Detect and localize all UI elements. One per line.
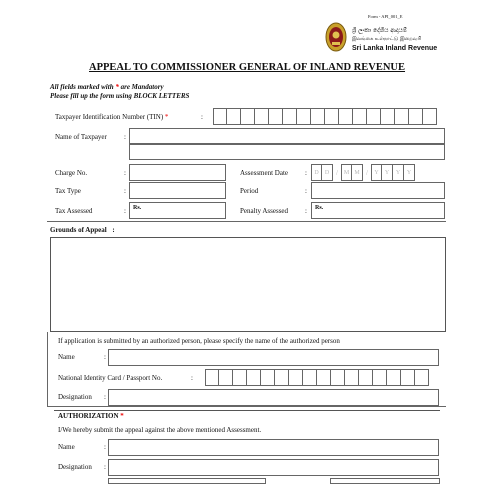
authorized-designation-field[interactable] <box>108 389 439 406</box>
period-colon: : <box>305 187 307 195</box>
brand-english: Sri Lanka Inland Revenue <box>352 45 438 52</box>
nic-cell[interactable] <box>401 369 415 386</box>
nic-cell[interactable] <box>205 369 219 386</box>
nic-cell[interactable] <box>247 369 261 386</box>
tin-cell[interactable] <box>311 108 325 125</box>
tin-cell[interactable] <box>269 108 283 125</box>
tin-cell[interactable] <box>325 108 339 125</box>
instructions-line2: Please fill up the form using BLOCK LETTERS <box>50 92 190 100</box>
tin-cell[interactable] <box>381 108 395 125</box>
date-field[interactable] <box>330 478 440 484</box>
date-year-cell[interactable]: Y <box>371 164 382 181</box>
taxpayer-name-field-2[interactable] <box>129 144 445 160</box>
nic-passport-cells[interactable] <box>205 369 429 386</box>
nic-cell[interactable] <box>317 369 331 386</box>
tin-input-cells[interactable] <box>213 108 437 125</box>
authorized-name-label: Name <box>58 353 75 361</box>
authorization-divider <box>54 410 440 411</box>
tax-type-colon: : <box>124 187 126 195</box>
authorized-name-field[interactable] <box>108 349 439 366</box>
authorization-designation-colon: : <box>104 463 106 471</box>
nic-cell[interactable] <box>331 369 345 386</box>
authorized-designation-colon: : <box>104 393 106 401</box>
charge-no-field[interactable] <box>129 164 226 181</box>
tax-assessed-field[interactable] <box>129 202 226 219</box>
tax-type-label: Tax Type <box>55 187 81 195</box>
date-day-cell[interactable]: D <box>311 164 322 181</box>
authorization-heading-text: AUTHORIZATION <box>58 412 119 420</box>
date-year-cell[interactable]: Y <box>382 164 393 181</box>
tin-cell[interactable] <box>367 108 381 125</box>
instructions-suffix: are Mandatory <box>120 83 164 91</box>
form-code: Form - API_001_E <box>368 14 403 19</box>
tin-cell[interactable] <box>339 108 353 125</box>
date-year-cell[interactable]: Y <box>404 164 415 181</box>
grounds-of-appeal-textarea[interactable] <box>50 237 446 332</box>
nic-cell[interactable] <box>345 369 359 386</box>
name-colon: : <box>124 133 126 141</box>
tin-cell[interactable] <box>409 108 423 125</box>
nic-cell[interactable] <box>233 369 247 386</box>
instructions-line1 <box>50 83 164 91</box>
authorization-heading <box>58 412 124 420</box>
date-year-cell[interactable]: Y <box>393 164 404 181</box>
authorization-statement: I/We hereby submit the appeal against the above mentioned Assessment. <box>58 426 262 434</box>
instructions-prefix: All fields marked with <box>50 83 114 91</box>
tin-cell[interactable] <box>213 108 227 125</box>
nic-cell[interactable] <box>289 369 303 386</box>
authorized-person-note: If application is submitted by an authorized person, please specify the name of the authorized person <box>58 337 340 345</box>
nic-cell[interactable] <box>303 369 317 386</box>
form-title: APPEAL TO COMMISSIONER GENERAL OF INLAND REVENUE <box>89 62 406 73</box>
tin-cell[interactable] <box>241 108 255 125</box>
nic-cell[interactable] <box>415 369 429 386</box>
period-label: Period <box>240 187 259 195</box>
nic-colon: : <box>191 374 193 382</box>
assessment-date-cells[interactable] <box>311 164 415 181</box>
authorization-name-field[interactable] <box>108 439 439 456</box>
charge-no-colon: : <box>124 169 126 177</box>
nic-cell[interactable] <box>275 369 289 386</box>
nic-cell[interactable] <box>373 369 387 386</box>
tin-cell[interactable] <box>283 108 297 125</box>
tax-assessed-colon: : <box>124 207 126 215</box>
tin-label-text: Taxpayer Identification Number (TIN) <box>55 113 164 121</box>
tin-colon: : <box>201 113 203 121</box>
period-field[interactable] <box>311 182 445 199</box>
tin-required-asterisk: * <box>164 113 169 121</box>
nic-cell[interactable] <box>261 369 275 386</box>
signature-field[interactable] <box>108 478 266 484</box>
currency-prefix: Rs. <box>133 205 142 211</box>
tax-assessed-label: Tax Assessed <box>55 207 93 215</box>
brand-sinhala: ශ්‍රී ලංකා දේශීය ආදායම් <box>352 27 408 34</box>
authorization-designation-label: Designation <box>58 463 92 471</box>
date-month-cell[interactable]: M <box>341 164 352 181</box>
date-month-cell[interactable]: M <box>352 164 363 181</box>
penalty-assessed-label: Penalty Assessed <box>240 207 289 215</box>
penalty-assessed-colon: : <box>305 207 307 215</box>
name-of-taxpayer-label: Name of Taxpayer <box>55 133 107 141</box>
grounds-label-text: Grounds of Appeal <box>50 226 107 234</box>
inland-revenue-emblem-icon <box>325 22 347 52</box>
assessment-date-colon: : <box>305 169 307 177</box>
mandatory-asterisk: * <box>115 83 119 91</box>
nic-passport-label: National Identity Card / Passport No. <box>58 374 163 382</box>
authorized-designation-label: Designation <box>58 393 92 401</box>
tin-cell[interactable] <box>423 108 437 125</box>
tin-cell[interactable] <box>395 108 409 125</box>
nic-cell[interactable] <box>219 369 233 386</box>
tin-cell[interactable] <box>297 108 311 125</box>
date-separator: / <box>336 168 338 177</box>
date-separator: / <box>366 168 368 177</box>
authorization-designation-field[interactable] <box>108 459 439 476</box>
tin-cell[interactable] <box>353 108 367 125</box>
brand-tamil: இலங்கை உள்நாட்டு இறைவரி <box>352 36 422 42</box>
authorization-name-label: Name <box>58 443 75 451</box>
date-day-cell[interactable]: D <box>322 164 333 181</box>
tin-cell[interactable] <box>227 108 241 125</box>
grounds-colon: : <box>112 226 115 234</box>
charge-no-label: Charge No. <box>55 169 88 177</box>
authorization-required-asterisk: * <box>120 412 124 420</box>
nic-cell[interactable] <box>359 369 373 386</box>
tin-label <box>55 113 168 121</box>
authorization-name-colon: : <box>104 443 106 451</box>
penalty-assessed-field[interactable] <box>311 202 445 219</box>
currency-prefix: Rs. <box>315 205 324 211</box>
assessment-date-label: Assessment Date <box>240 169 289 177</box>
grounds-of-appeal-label <box>50 226 115 234</box>
nic-cell[interactable] <box>387 369 401 386</box>
tin-cell[interactable] <box>255 108 269 125</box>
authorized-name-colon: : <box>104 353 106 361</box>
tax-type-field[interactable] <box>129 182 226 199</box>
taxpayer-name-field-1[interactable] <box>129 128 445 144</box>
